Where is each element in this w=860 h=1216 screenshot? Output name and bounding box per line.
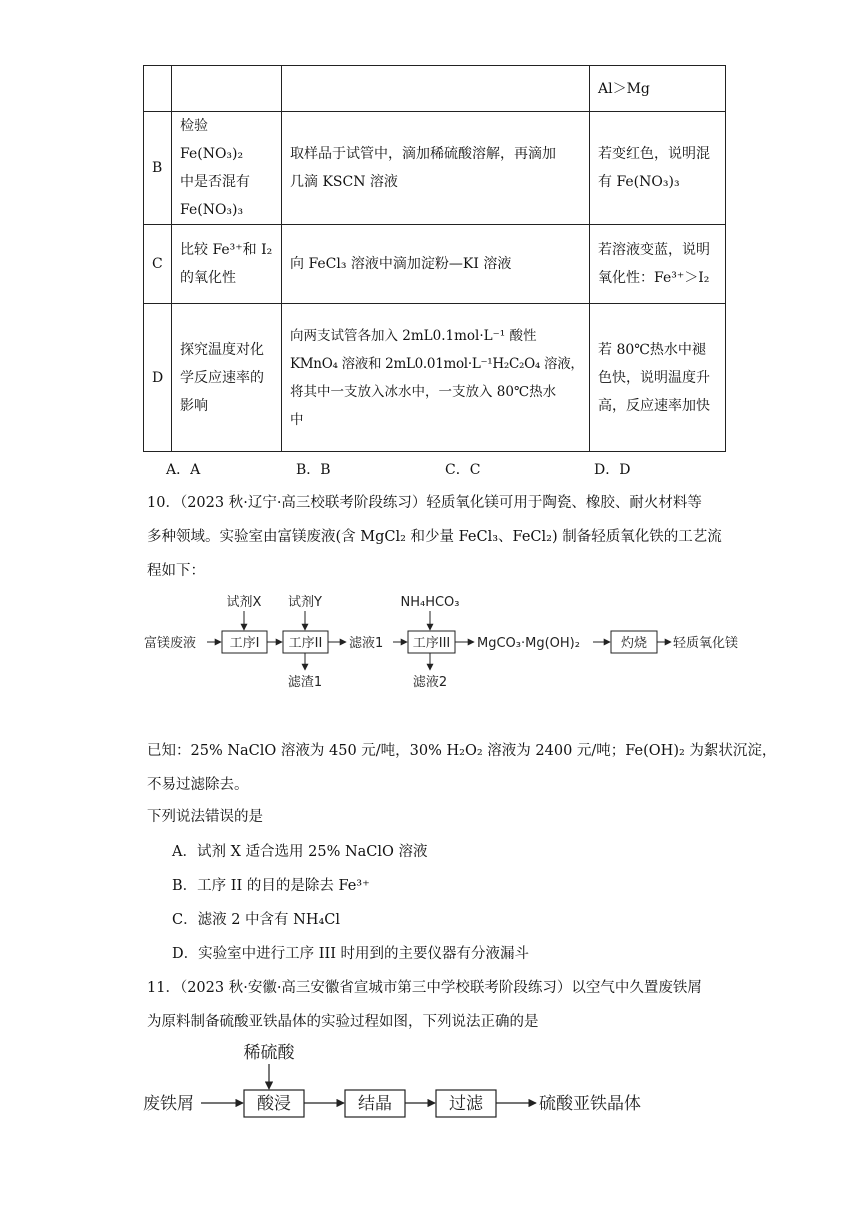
row-conclusion: Al＞Mg	[590, 66, 726, 112]
flow-step-4: 灼烧	[620, 636, 648, 651]
row-operation	[282, 304, 590, 452]
flow-step-2: 结晶	[358, 1094, 392, 1114]
flow-start: 废铁屑	[143, 1094, 194, 1114]
choice-d[interactable]: D．实验室中进行工序 III 时用到的主要仪器有分液漏斗	[172, 946, 530, 962]
conclusion-line: 高，反应速率加快	[598, 397, 710, 414]
purpose-line: 比较 Fe³⁺和 I₂	[180, 242, 273, 258]
purpose-line: 探究温度对化	[180, 341, 264, 358]
flow-step-3: 过滤	[449, 1094, 483, 1114]
table-row	[144, 112, 726, 225]
row-operation	[282, 66, 590, 112]
flow-reagent-x: 试剂X	[226, 595, 262, 610]
flow-residue-1: 滤渣1	[287, 675, 323, 690]
flow-step-3: 工序III	[412, 636, 451, 651]
flow-step-1: 工序I	[229, 636, 260, 651]
row-purpose	[172, 304, 282, 452]
question-prompt: 下列说法错误的是	[147, 809, 263, 825]
operation-line: 向两支试管各加入 2mL0.1mol·L⁻¹ 酸性	[290, 327, 537, 344]
choice-a[interactable]: A．试剂 X 适合选用 25% NaClO 溶液	[172, 844, 428, 860]
known-info: 已知：25% NaClO 溶液为 450 元/吨，30% H₂O₂ 溶液为 2400 元/吨；Fe(OH)₂ 为絮状沉淀，	[147, 743, 777, 759]
flow-step-1: 酸浸	[257, 1094, 291, 1114]
choice-b[interactable]: B．B	[296, 462, 331, 478]
process-flowchart	[140, 1038, 700, 1122]
row-id: B	[144, 112, 172, 225]
table-row	[144, 66, 726, 112]
flow-product: MgCO₃·Mg(OH)₂	[477, 636, 580, 651]
purpose-line: 影响	[180, 397, 208, 414]
row-operation	[282, 112, 590, 225]
process-flowchart	[140, 590, 760, 700]
row-purpose	[172, 66, 282, 112]
row-id	[144, 66, 172, 112]
conclusion-line: 若变红色，说明混	[598, 146, 710, 162]
purpose-line: 的氧化性	[180, 270, 236, 286]
conclusion-line: 若溶液变蓝，说明	[598, 242, 710, 258]
flow-filtrate-1: 滤液1	[349, 636, 384, 651]
options-table	[143, 65, 726, 452]
row-id: C	[144, 225, 172, 304]
conclusion-line: 若 80℃热水中褪	[598, 341, 706, 358]
question-10-stem: 10．（2023 秋·辽宁·高三校联考阶段练习）轻质氧化镁可用于陶瓷、橡胶、耐火材料等	[147, 495, 702, 511]
operation-line: 向 FeCl₃ 溶液中滴加淀粉—KI 溶液	[290, 256, 512, 272]
operation-line: 取样品于试管中，滴加稀硫酸溶解，再滴加	[290, 146, 556, 162]
known-info: 不易过滤除去。	[147, 777, 249, 793]
flow-end: 轻质氧化镁	[673, 636, 739, 651]
choice-a[interactable]: A．A	[166, 462, 201, 478]
choice-c[interactable]: C．滤液 2 中含有 NH₄Cl	[172, 912, 341, 928]
purpose-line: 检验 Fe(NO₃)₂	[180, 118, 244, 162]
question-10-stem: 多种领域。实验室由富镁废液(含 MgCl₂ 和少量 FeCl₃、FeCl₂) 制备轻质氧化铁的工艺流	[147, 529, 722, 545]
flow-reagent-nh4hco3: NH₄HCO₃	[400, 595, 460, 610]
row-conclusion	[590, 112, 726, 225]
row-purpose	[172, 112, 282, 225]
question-11-stem: 为原料制备硫酸亚铁晶体的实验过程如图，下列说法正确的是	[147, 1014, 539, 1030]
flow-end: 硫酸亚铁晶体	[539, 1094, 641, 1114]
flow-reagent: 稀硫酸	[243, 1043, 295, 1063]
choice-c[interactable]: C．C	[445, 462, 481, 478]
conclusion-line: 色快，说明温度升	[598, 369, 710, 386]
purpose-line: Fe(NO₃)₃	[180, 202, 244, 218]
conclusion-line: 有 Fe(NO₃)₃	[598, 174, 680, 190]
choice-d[interactable]: D．D	[594, 462, 631, 478]
row-operation	[282, 225, 590, 304]
choice-b[interactable]: B．工序 II 的目的是除去 Fe³⁺	[172, 878, 370, 894]
flow-filtrate-2: 滤液2	[412, 675, 448, 690]
question-11-stem: 11．（2023 秋·安徽·高三安徽省宣城市第三中学校联考阶段练习）以空气中久置废铁屑	[147, 980, 702, 996]
flow-step-2: 工序II	[288, 636, 323, 651]
row-id: D	[144, 304, 172, 452]
row-conclusion	[590, 225, 726, 304]
table-row	[144, 304, 726, 452]
table-row	[144, 225, 726, 304]
conclusion-line: 氧化性：Fe³⁺＞I₂	[598, 270, 710, 286]
flow-reagent-y: 试剂Y	[288, 595, 322, 610]
row-conclusion	[590, 304, 726, 452]
operation-line: 将其中一支放入冰水中，一支放入 80℃热水	[290, 383, 557, 400]
operation-line: KMnO₄ 溶液和 2mL0.01mol·L⁻¹H₂C₂O₄ 溶液，	[290, 355, 584, 372]
row-purpose	[172, 225, 282, 304]
purpose-line: 中是否混有	[180, 174, 250, 190]
flow-start: 富镁废液	[144, 636, 197, 651]
operation-line: 中	[290, 411, 304, 428]
purpose-line: 学反应速率的	[180, 369, 264, 386]
operation-line: 几滴 KSCN 溶液	[290, 174, 398, 190]
question-10-stem: 程如下：	[147, 563, 205, 579]
